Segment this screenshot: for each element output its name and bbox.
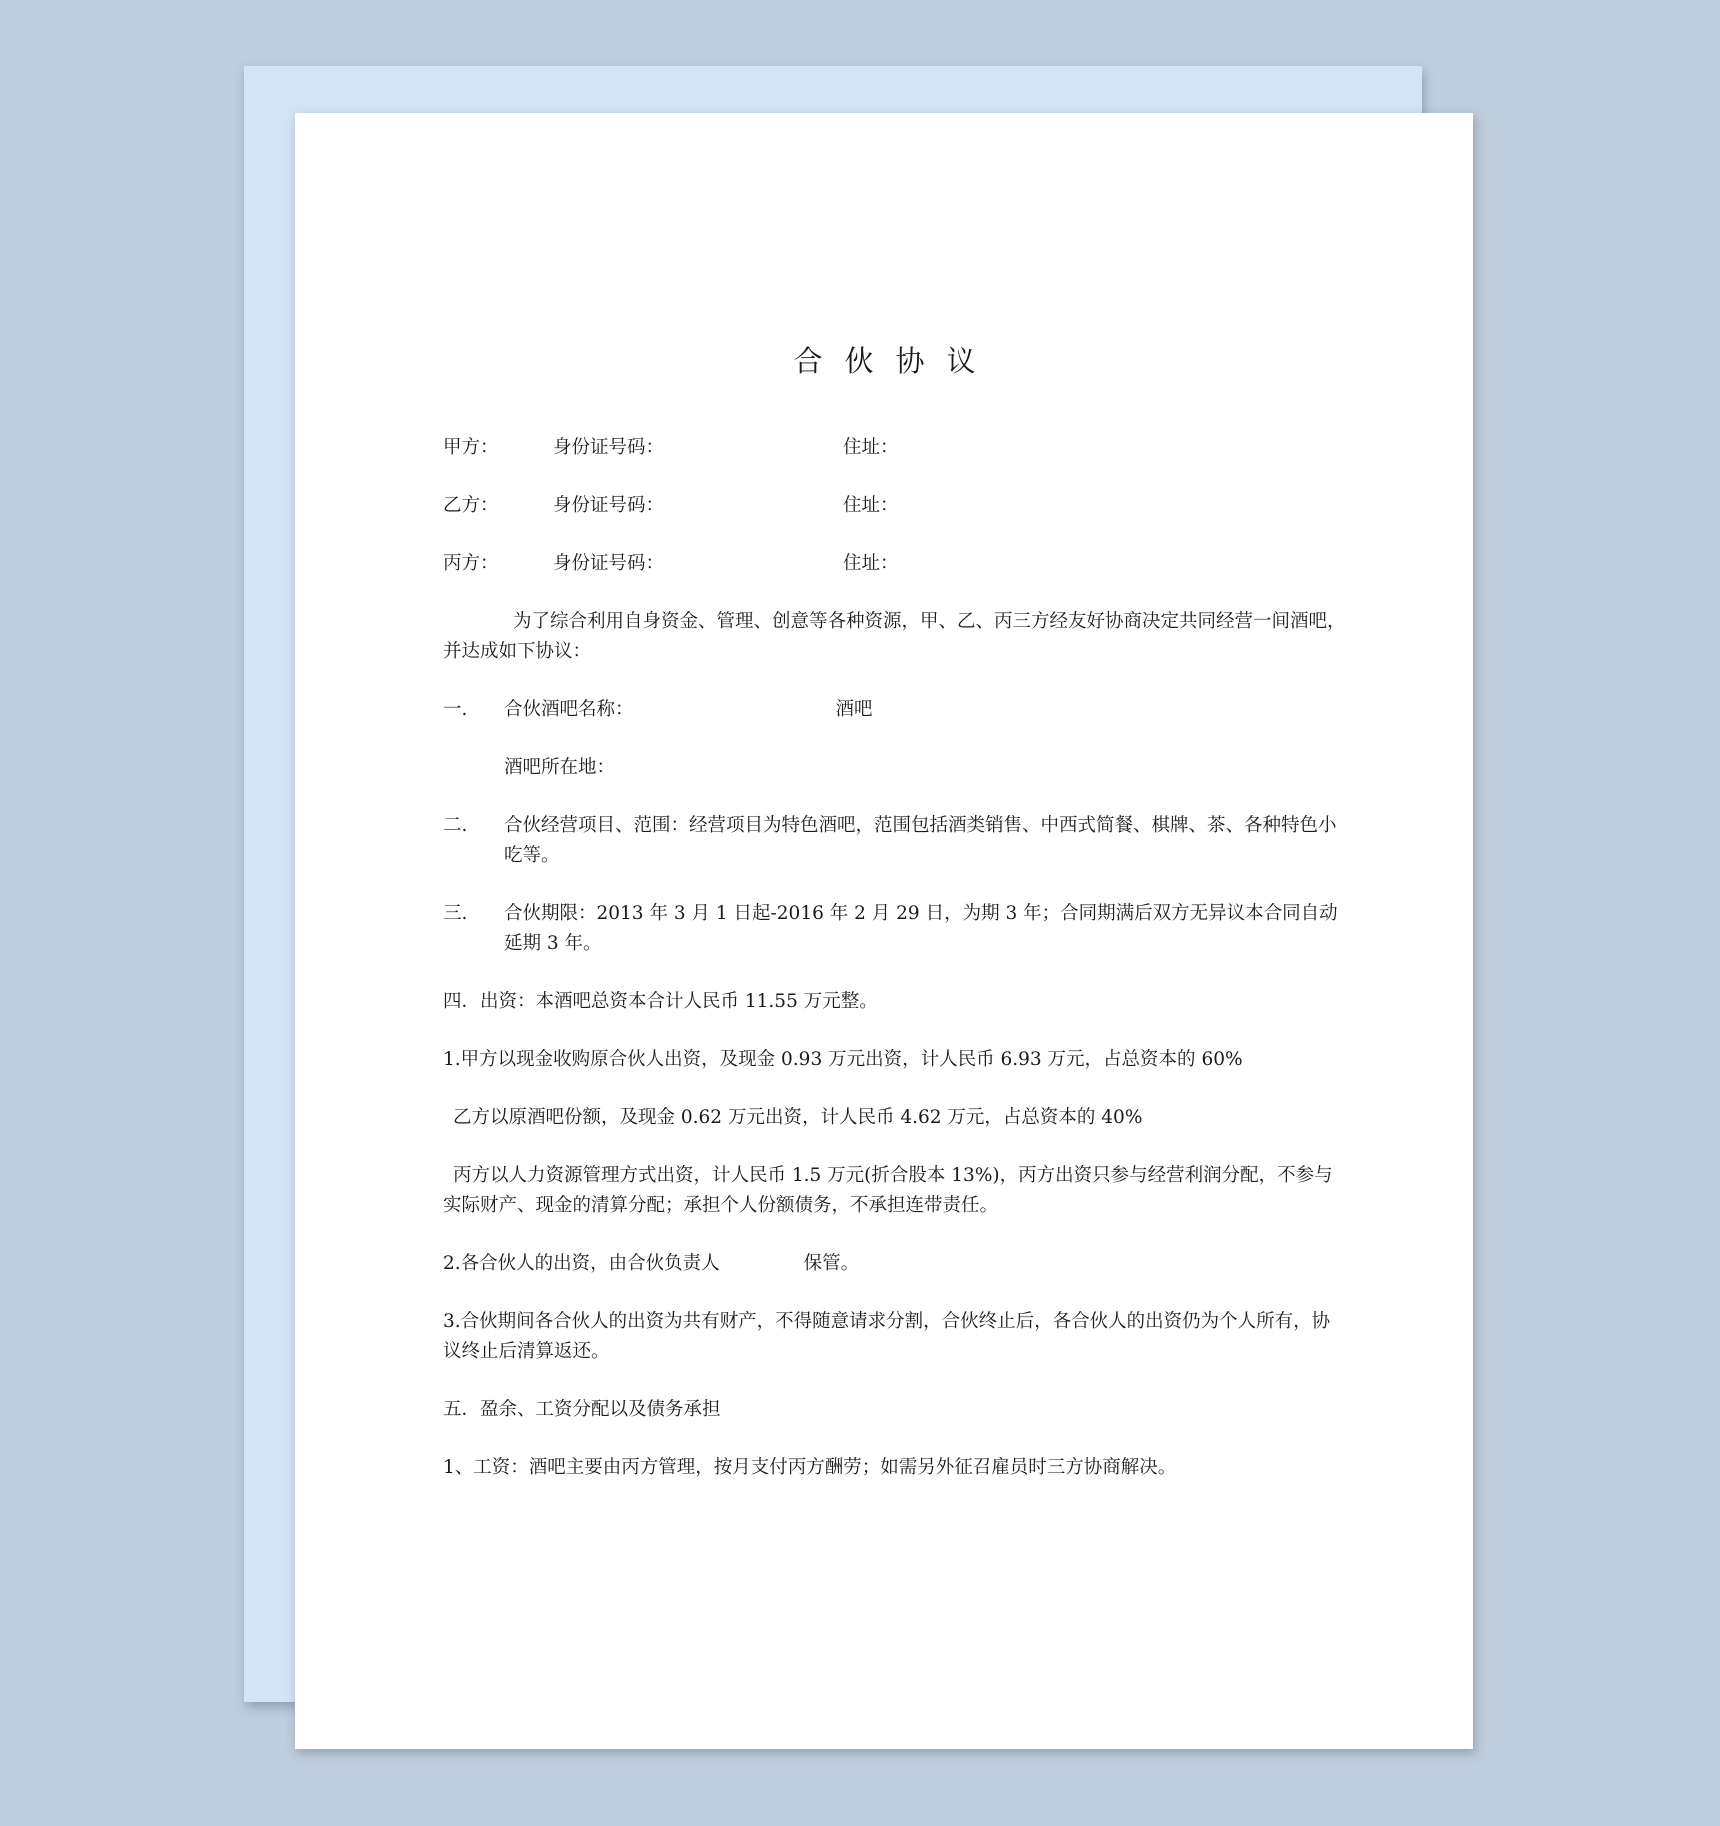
party-b-address-label: 住址： <box>843 495 899 516</box>
bar-name-label: 合伙酒吧名称： <box>504 699 634 720</box>
section-1-body <box>504 695 1348 725</box>
party-c-address-label: 住址： <box>843 553 899 574</box>
section-4-item-2-text: 2.各合伙人的出资，由合伙负责人 <box>443 1253 720 1274</box>
party-c-label: 丙方： <box>443 553 499 574</box>
section-4-item-3: 3.合伙期间各合伙人的出资为共有财产，不得随意请求分割，合伙终止后，各合伙人的出资仍为个人所有，协议终止后清算返还。 <box>443 1311 1331 1362</box>
section-1-name <box>443 695 1348 725</box>
party-row-c <box>443 549 1348 579</box>
section-4-item-1b: 乙方以原酒吧份额，及现金 0.62 万元出资，计人民币 4.62 万元，占总资本的 40% <box>453 1107 1143 1128</box>
section-3-text: 合伙期限：2013 年 3 月 1 日起-2016 年 2 月 29 日，为期 3 年；合同期满后双方无异议本合同自动延期 3 年。 <box>504 903 1338 954</box>
section-2 <box>443 811 1348 871</box>
intro-paragraph: 为了综合利用自身资金、管理、创意等各种资源，甲、乙、丙三方经友好协商决定共同经营一间酒吧，并达成如下协议： <box>443 611 1346 662</box>
section-1-number: 一. <box>443 699 468 720</box>
section-5-item-1: 1、工资：酒吧主要由丙方管理，按月支付丙方酬劳；如需另外征召雇员时三方协商解决。 <box>443 1457 1177 1478</box>
bar-name-value: 酒吧 <box>835 699 873 720</box>
document-page <box>295 113 1473 1749</box>
section-2-number: 二. <box>443 815 468 836</box>
bar-location-label: 酒吧所在地： <box>504 757 616 778</box>
party-b-label: 乙方： <box>443 495 499 516</box>
party-row-a <box>443 433 1348 463</box>
party-c-id-label: 身份证号码： <box>553 553 665 574</box>
section-4-item-2-suffix: 保管。 <box>803 1253 860 1274</box>
party-row-b <box>443 491 1348 521</box>
party-a-id-label: 身份证号码： <box>553 437 665 458</box>
section-3 <box>443 899 1348 959</box>
document-title: 合伙协议 <box>793 344 998 378</box>
party-b-id-label: 身份证号码： <box>553 495 665 516</box>
section-1-location <box>443 753 1348 783</box>
party-a-address-label: 住址： <box>843 437 899 458</box>
section-2-text: 合伙经营项目、范围：经营项目为特色酒吧，范围包括酒类销售、中西式简餐、棋牌、茶、各种特色小吃等。 <box>504 815 1337 866</box>
section-4-item-1c: 丙方以人力资源管理方式出资，计人民币 1.5 万元(折合股本 13%)，丙方出资只参与经营利润分配，不参与实际财产、现金的清算分配；承担个人份额债务，不承担连带责任。 <box>443 1165 1333 1216</box>
section-3-number: 三. <box>443 903 468 924</box>
section-4-heading: 四．出资：本酒吧总资本合计人民币 11.55 万元整。 <box>443 991 878 1012</box>
section-5-heading: 五．盈余、工资分配以及债务承担 <box>443 1399 721 1420</box>
party-a-label: 甲方： <box>443 437 499 458</box>
section-4-item-2 <box>443 1249 1348 1279</box>
section-4-item-1a: 1.甲方以现金收购原合伙人出资，及现金 0.93 万元出资，计人民币 6.93 万元，占总资本的 60% <box>443 1049 1243 1070</box>
